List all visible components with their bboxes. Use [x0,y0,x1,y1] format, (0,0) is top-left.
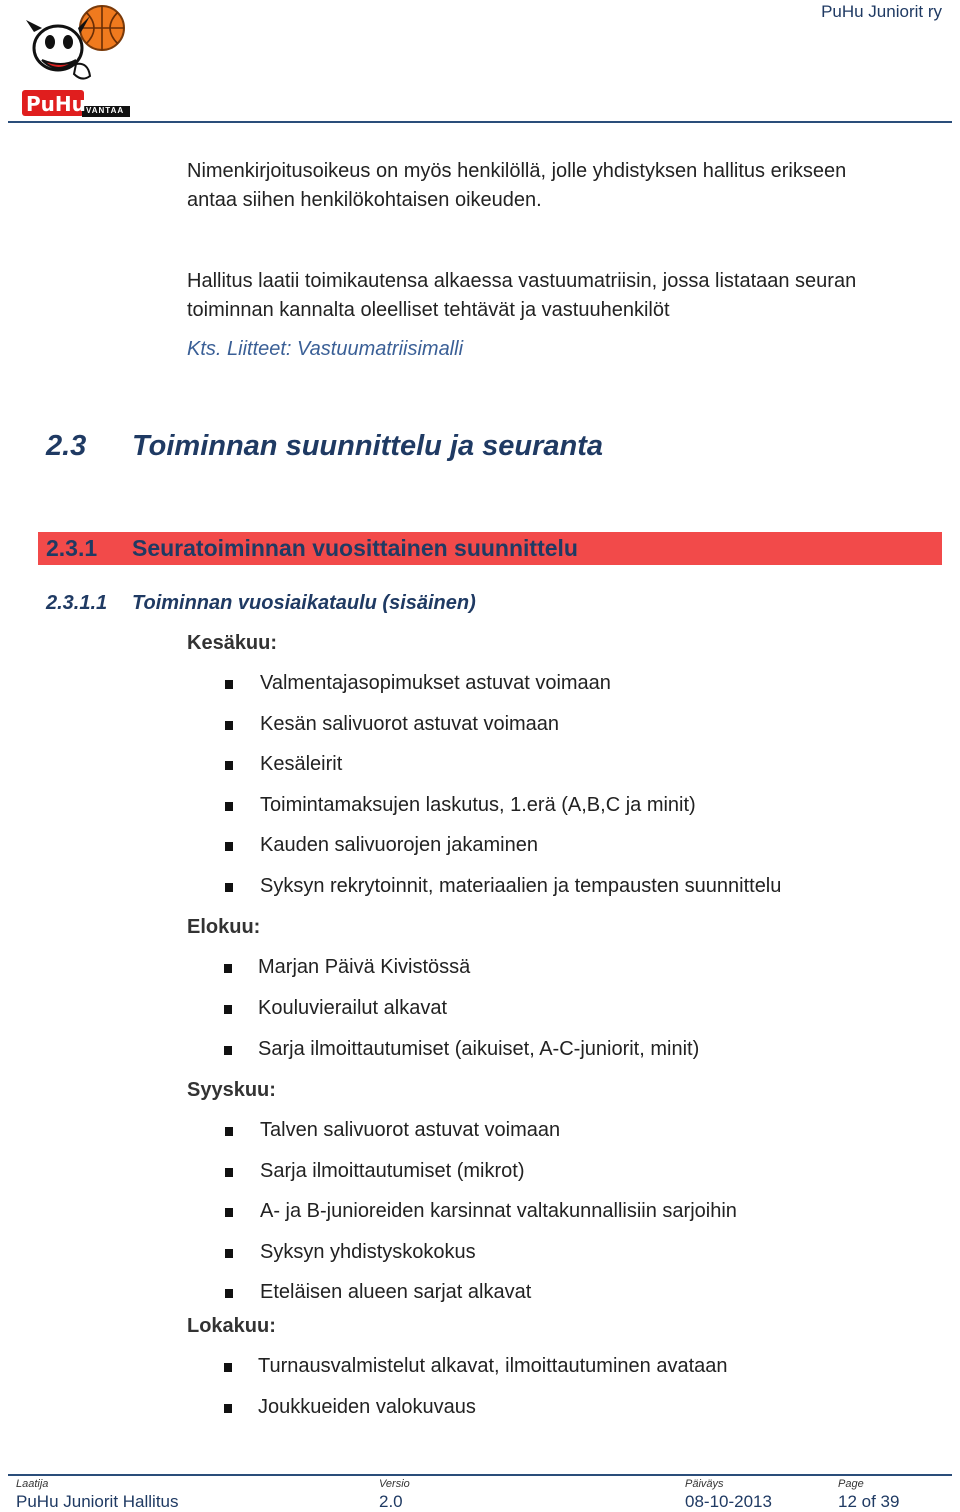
bullet-icon [225,761,233,770]
logo-sub-text: VANTAA [86,106,125,115]
organization-name: PuHu Juniorit ry [821,2,942,21]
bullet-icon [225,883,233,892]
section-heading [46,430,603,463]
list-item: Kesän salivuorot astuvat voimaan [260,713,560,735]
subsection-heading [46,535,578,562]
paragraph-line: antaa siihen henkilökohtaisen oikeuden. [187,189,542,211]
footer-divider [8,1474,952,1476]
footer-version: 2.0 [379,1492,403,1511]
list-item: Turnausvalmistelut alkavat, ilmoittautuminen avataan [258,1355,728,1377]
section-title: Toiminnan suunnittelu ja seuranta [132,430,604,462]
footer-author: PuHu Juniorit Hallitus [16,1492,179,1511]
subsubsection-heading [46,592,476,615]
logo-brand-text: PuHu [26,92,86,116]
bullet-icon [224,1404,232,1413]
paragraph-line: Nimenkirjoitusoikeus on myös henkilöllä, jolle yhdistyksen hallitus erikseen [187,160,847,182]
paragraph-responsibility-matrix [187,267,856,325]
bullet-icon [225,842,233,851]
bullet-icon [224,1005,232,1014]
subsubsection-title: Toiminnan vuosiaikataulu (sisäinen) [132,592,476,614]
bullet-icon [224,1046,232,1055]
footer-author-label: Laatija [16,1478,49,1490]
list-item: Syksyn yhdistyskokokus [260,1241,476,1263]
list-item: Syksyn rekrytoinnit, materiaalien ja tempausten suunnittelu [260,875,782,897]
list-item: Talven salivuorot astuvat voimaan [260,1119,561,1141]
list-item: A- ja B-junioreiden karsinnat valtakunnallisiin sarjoihin [260,1200,737,1222]
month-label-september: Syyskuu: [187,1079,276,1101]
list-item: Kauden salivuorojen jakaminen [260,834,538,856]
section-number: 2.3 [46,430,87,462]
bullet-icon [225,1127,233,1136]
subsubsection-number: 2.3.1.1 [46,592,108,614]
subsection-title: Seuratoiminnan vuosittainen suunnittelu [132,535,578,561]
footer-date-label: Päiväys [685,1478,724,1490]
list-item: Valmentajasopimukset astuvat voimaan [260,672,611,694]
bullet-icon [225,721,233,730]
list-item: Kouluvierailut alkavat [258,997,447,1019]
bullet-icon [225,680,233,689]
list-item: Marjan Päivä Kivistössä [258,956,471,978]
paragraph-line: toiminnan kannalta oleelliset tehtävät ja vastuuhenkilöt [187,299,670,321]
month-label-june: Kesäkuu: [187,632,278,654]
footer-page: 12 of 39 [838,1492,900,1511]
month-label-october: Lokakuu: [187,1315,276,1337]
paragraph-line: Hallitus laatii toimikautensa alkaessa vastuumatriisin, jossa listataan seuran [187,270,857,292]
list-item: Toimintamaksujen laskutus, 1.erä (A,B,C ja minit) [260,794,696,816]
list-item: Joukkueiden valokuvaus [258,1396,476,1418]
bullet-icon [225,1249,233,1258]
footer-page-label: Page [838,1478,864,1490]
bullet-icon [225,1208,233,1217]
month-label-august: Elokuu: [187,916,261,938]
bullet-icon [225,1168,233,1177]
bullet-icon [224,964,232,973]
list-item: Sarja ilmoittautumiset (mikrot) [260,1160,525,1182]
bullet-icon [225,1289,233,1298]
list-item: Sarja ilmoittautumiset (aikuiset, A-C-juniorit, minit) [258,1038,700,1060]
attachment-reference[interactable]: Kts. Liitteet: Vastuumatriisimalli [187,338,464,360]
header-divider [8,121,952,123]
footer-date: 08-10-2013 [685,1492,772,1511]
subsection-number: 2.3.1 [46,535,98,561]
paragraph-signing-rights [187,157,846,215]
footer-version-label: Versio [379,1478,410,1490]
list-item: Eteläisen alueen sarjat alkavat [260,1281,532,1303]
bullet-icon [225,802,233,811]
bullet-icon [224,1363,232,1372]
puhu-logo [18,2,134,120]
list-item: Kesäleirit [260,753,343,775]
